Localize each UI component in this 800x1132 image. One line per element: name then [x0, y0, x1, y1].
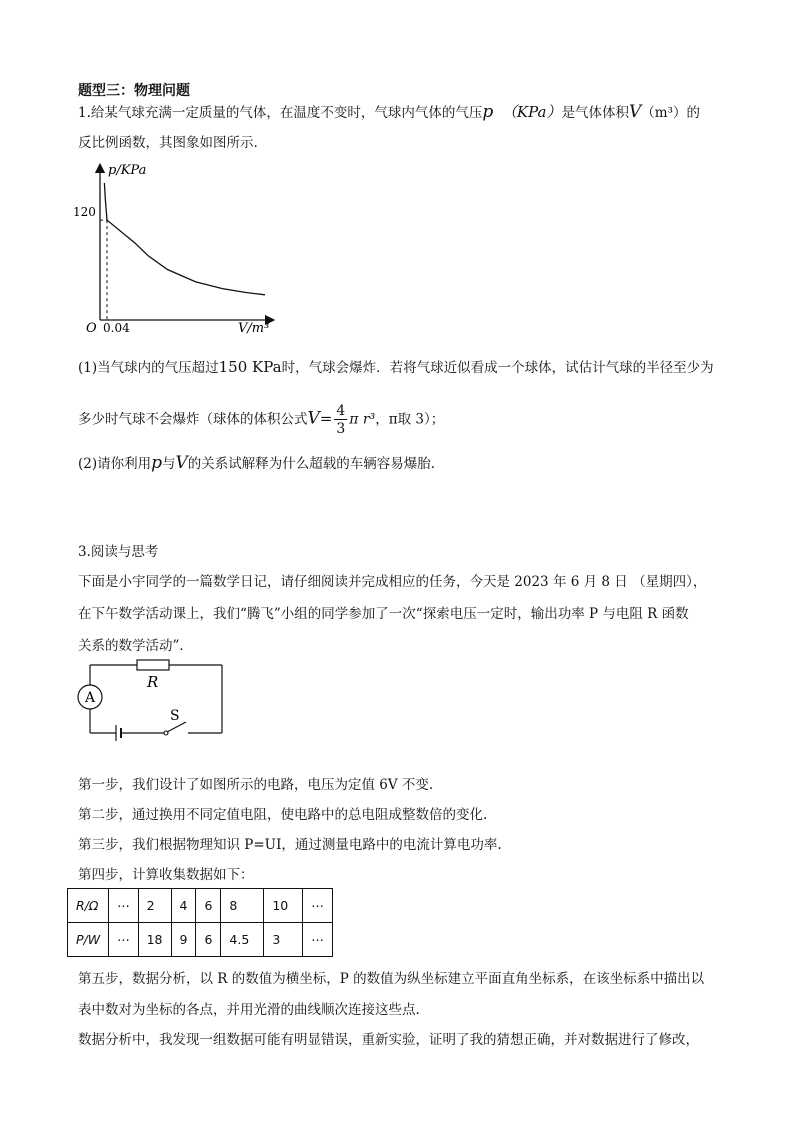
q1-part2-v: V — [175, 453, 188, 473]
q3-step3: 第三步，我们根据物理知识 P=UI，通过测量电路中的电流计算电功率. — [78, 837, 502, 853]
table-cell: 4 — [171, 889, 196, 923]
section-title: 题型三：物理问题 — [78, 83, 190, 99]
x-axis-label: V/m³ — [238, 321, 270, 336]
q1-text-a: 1.给某气球充满一定质量的气体，在温度不变时，气球内气体的气压 — [78, 105, 483, 121]
y-axis-label: p/KPa — [108, 163, 147, 178]
table-cell: 6 — [196, 889, 221, 923]
table-cell: R/Ω — [68, 889, 109, 923]
table-cell: ⋯ — [303, 923, 333, 957]
origin-label: O — [86, 321, 97, 336]
q1-part2-p: p — [151, 453, 163, 473]
fraction-denominator: 3 — [336, 421, 346, 437]
circuit-diagram — [70, 655, 230, 745]
q3-intro-line2: 在下午数学活动课上，我们“腾飞”小组的同学参加了一次“探索电压一定时，输出功率 P 与电阻 R 函数 — [78, 606, 689, 622]
q1-line2: 反比例函数，其图象如图所示. — [78, 135, 258, 151]
q1-part1-line1 — [78, 356, 714, 376]
table-cell: 3 — [264, 923, 303, 957]
formula-rest: π r³ — [349, 411, 376, 428]
switch-label: S — [170, 708, 180, 724]
table-cell: ⋯ — [303, 889, 333, 923]
pressure-volume-graph — [70, 150, 290, 340]
formula-equals: = — [319, 409, 333, 428]
q1-part2-text-a: (2)请你利用 — [78, 456, 152, 472]
q1-p-symbol: p — [482, 102, 494, 122]
q3-last-line: 数据分析中，我发现一组数据可能有明显错误，重新实验，证明了我的猜想正确，并对数据进行了修改， — [78, 1032, 699, 1048]
q1-part2 — [78, 452, 435, 473]
table-cell: ⋯ — [109, 889, 139, 923]
q3-step5-line1: 第五步，数据分析，以 R 的数值为横坐标，P 的数值为纵坐标建立平面直角坐标系，在该坐标系中描出以 — [78, 971, 705, 987]
q3-intro-line3: 关系的数学活动”． — [78, 638, 193, 654]
q3-step5-line2: 表中数对为坐标的各点，并用光滑的曲线顺次连接这些点. — [78, 1002, 420, 1018]
table-row — [68, 923, 333, 957]
formula-fraction — [334, 404, 347, 436]
y-tick-label: 120 — [73, 205, 96, 219]
q1-v-symbol: V — [628, 102, 642, 122]
q1-part1-text-b: 时，气球会爆炸．若将气球近似看成一个球体，试估计气球的半径至少为 — [281, 360, 714, 376]
q1-part1-value: 150 KPa — [218, 358, 282, 376]
table-cell: 8 — [221, 889, 264, 923]
data-table — [67, 888, 333, 957]
q3-intro-line1: 下面是小宇同学的一篇数学日记，请仔细阅读并完成相应的任务，今天是 2023 年 6 月 8 日 （星期四）， — [78, 574, 707, 590]
q3-heading: 3.阅读与思考 — [78, 544, 159, 560]
table-cell: P/W — [68, 923, 109, 957]
ammeter-label: A — [85, 690, 96, 706]
q1-part1-text-c: 多少时气球不会爆炸（球体的体积公式 — [78, 411, 308, 428]
fraction-numerator: 4 — [336, 403, 346, 419]
q1-unit: （m³）的 — [641, 105, 700, 121]
resistor-label: R — [147, 673, 159, 691]
formula-v: V — [307, 408, 320, 429]
q1-text-b: 是气体体积 — [561, 105, 629, 121]
q1-part2-text-b: 的关系试解释为什么超载的车辆容易爆胎. — [187, 456, 436, 472]
q3-step1: 第一步，我们设计了如图所示的电路，电压为定值 6V 不变. — [78, 777, 434, 793]
q3-step4: 第四步，计算收集数据如下： — [78, 867, 254, 883]
table-cell: 2 — [138, 889, 171, 923]
table-cell: 18 — [138, 923, 171, 957]
q1-part2-mid: 与 — [162, 456, 176, 472]
table-cell: ⋯ — [109, 923, 139, 957]
q3-step2: 第二步，通过换用不同定值电阻，使电路中的总电阻成整数倍的变化. — [78, 807, 488, 823]
table-row — [68, 889, 333, 923]
q1-part1-text-d: ，π取 3）； — [375, 411, 445, 428]
table-cell: 6 — [196, 923, 221, 957]
table-cell: 4.5 — [221, 923, 264, 957]
table-cell: 9 — [171, 923, 196, 957]
resistor-symbol — [137, 660, 169, 670]
q1-part1-text-a: (1)当气球内的气压超过 — [78, 360, 219, 376]
x-tick-label: 0.04 — [103, 321, 130, 335]
inverse-curve — [104, 183, 265, 295]
q1-kpa: （KPa） — [501, 103, 562, 121]
q1-part1-line2 — [78, 404, 444, 436]
q1-line1 — [78, 101, 700, 122]
table-cell: 10 — [264, 889, 303, 923]
